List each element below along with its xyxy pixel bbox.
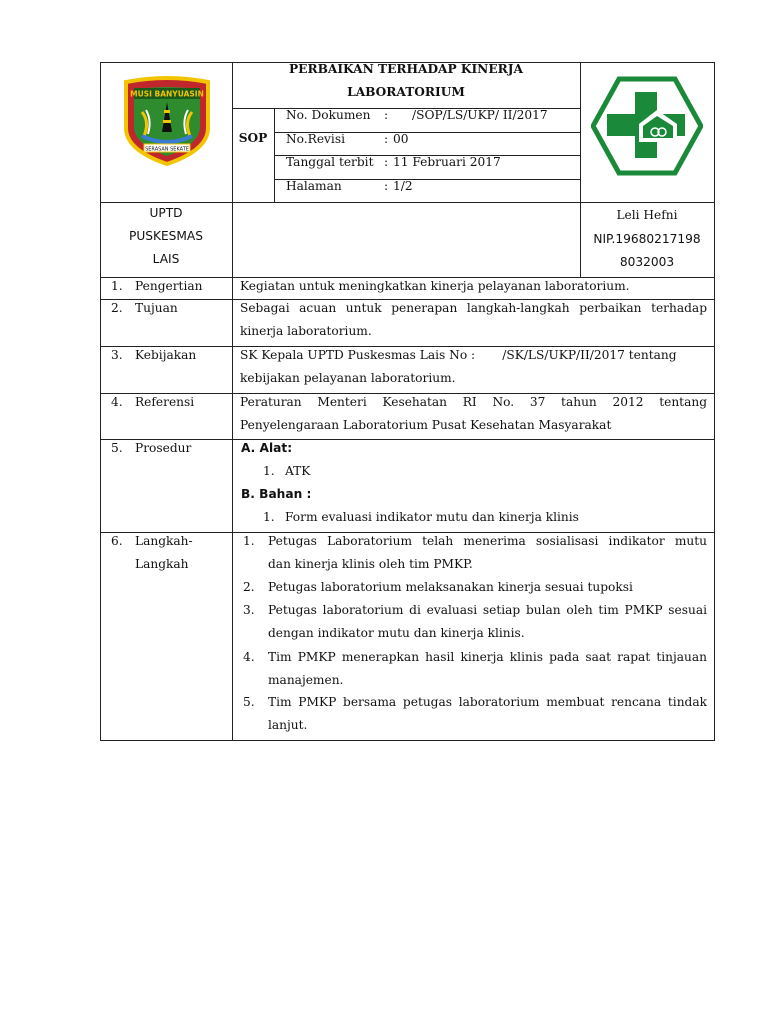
table-border-bottom [100, 740, 714, 741]
section-2-label: Tujuan [135, 301, 178, 315]
signer-nip-line-1: NIP.19680217198 [593, 232, 701, 246]
table-border-right [714, 62, 715, 741]
section-6-label-line-2: Langkah [135, 557, 189, 571]
section-3-label: Kebijakan [135, 348, 197, 362]
section-4-text-line-1: Peraturan Menteri Kesehatan RI No. 37 tahun 2012 tentang [240, 395, 707, 409]
doc-field-sep-date: : [384, 155, 389, 169]
org-line-2: PUSKESMAS [128, 229, 204, 243]
step-1-number: 1. [243, 534, 255, 548]
section-5-label: Prosedur [135, 441, 192, 455]
section-2-text-line-1: Sebagai acuan untuk penerapan langkah-langkah perbaikan terhadap [240, 301, 707, 315]
step-3-number: 3. [243, 603, 255, 617]
step-4-line-1: Tim PMKP menerapkan hasil kinerja klinis pada saat rapat tinjauan [268, 650, 707, 664]
musi-banyuasin-emblem-icon [120, 72, 214, 166]
doc-field-label-revision: No.Revisi [286, 132, 345, 146]
step-1-line-2: dan kinerja klinis oleh tim PMKP. [268, 557, 473, 571]
section-2-text-line-2: kinerja laboratorium. [240, 324, 372, 338]
section-3-text-line-2: kebijakan pelayanan laboratorium. [240, 371, 456, 385]
header-divider-left [232, 62, 233, 741]
section-4-number: 4. [111, 395, 123, 409]
doc-field-value-date: 11 Februari 2017 [393, 155, 501, 169]
doc-field-sep-revision: : [384, 132, 389, 146]
puskesmas-logo-icon [591, 76, 703, 176]
step-3-line-1: Petugas laboratorium di evaluasi setiap bulan oleh tim PMKP sesuai [268, 603, 707, 617]
section-4-label: Referensi [135, 395, 195, 409]
section-line-4 [100, 439, 714, 440]
section-1-number: 1. [111, 279, 123, 293]
doc-field-value-number: /SOP/LS/UKP/ II/2017 [412, 108, 548, 122]
procedure-tools-item-1-text: ATK [285, 464, 311, 478]
step-5-number: 5. [243, 695, 255, 709]
step-5-line-1: Tim PMKP bersama petugas laboratorium membuat rencana tindak [268, 695, 707, 709]
section-6-label-line-1: Langkah- [135, 534, 193, 548]
procedure-materials-item-1-text: Form evaluasi indikator mutu dan kinerja klinis [285, 510, 579, 524]
step-2-line-1: Petugas laboratorium melaksanakan kinerja sesuai tupoksi [268, 580, 633, 594]
step-5-line-2: lanjut. [268, 718, 308, 732]
procedure-materials-heading: B. Bahan : [241, 487, 312, 501]
logo-left-banner: SERASAN SEKATE [145, 146, 189, 153]
section-3-text-line-1: SK Kepala UPTD Puskesmas Lais No : /SK/LS/UKP/II/2017 tentang [240, 348, 677, 362]
doc-field-sep-page: : [384, 179, 389, 193]
table-border-left [100, 62, 101, 741]
step-4-number: 4. [243, 650, 255, 664]
procedure-tools-heading: A. Alat: [241, 441, 293, 455]
doc-field-label-number: No. Dokumen [286, 108, 371, 122]
doc-field-value-page: 1/2 [393, 179, 413, 193]
section-2-number: 2. [111, 301, 123, 315]
section-1-text-line-1: Kegiatan untuk meningkatkan kinerja pelayanan laboratorium. [240, 279, 630, 293]
doc-field-label-date: Tanggal terbit [286, 155, 374, 169]
org-line-3: LAIS [152, 252, 180, 266]
procedure-materials-item-1-number: 1. [263, 510, 275, 524]
doc-field-label-page: Halaman [286, 179, 342, 193]
step-2-number: 2. [243, 580, 255, 594]
logo-left-text: MUSI BANYUASIN [130, 89, 204, 99]
sop-label: SOP [238, 131, 268, 145]
section-4-text-line-2: Penyelengaraan Laboratorium Pusat Kesehatan Masyarakat [240, 418, 612, 432]
section-6-number: 6. [111, 534, 123, 548]
document-title-line-2: LABORATORIUM [347, 85, 465, 99]
doc-field-sep-number: : [384, 108, 389, 122]
procedure-tools-item-1-number: 1. [263, 464, 275, 478]
section-5-number: 5. [111, 441, 123, 455]
step-4-line-2: manajemen. [268, 673, 344, 687]
section-1-label: Pengertian [135, 279, 203, 293]
document-title-line-1: PERBAIKAN TERHADAP KINERJA [289, 62, 523, 76]
org-line-1: UPTD [149, 206, 183, 220]
doc-field-value-revision: 00 [393, 132, 409, 146]
section-3-number: 3. [111, 348, 123, 362]
step-1-line-1: Petugas Laboratorium telah menerima sosialisasi indikator mutu [268, 534, 707, 548]
signer-name: Leli Hefni [616, 208, 678, 222]
signer-nip-line-2: 8032003 [619, 255, 675, 269]
step-3-line-2: dengan indikator mutu dan kinerja klinis. [268, 626, 525, 640]
